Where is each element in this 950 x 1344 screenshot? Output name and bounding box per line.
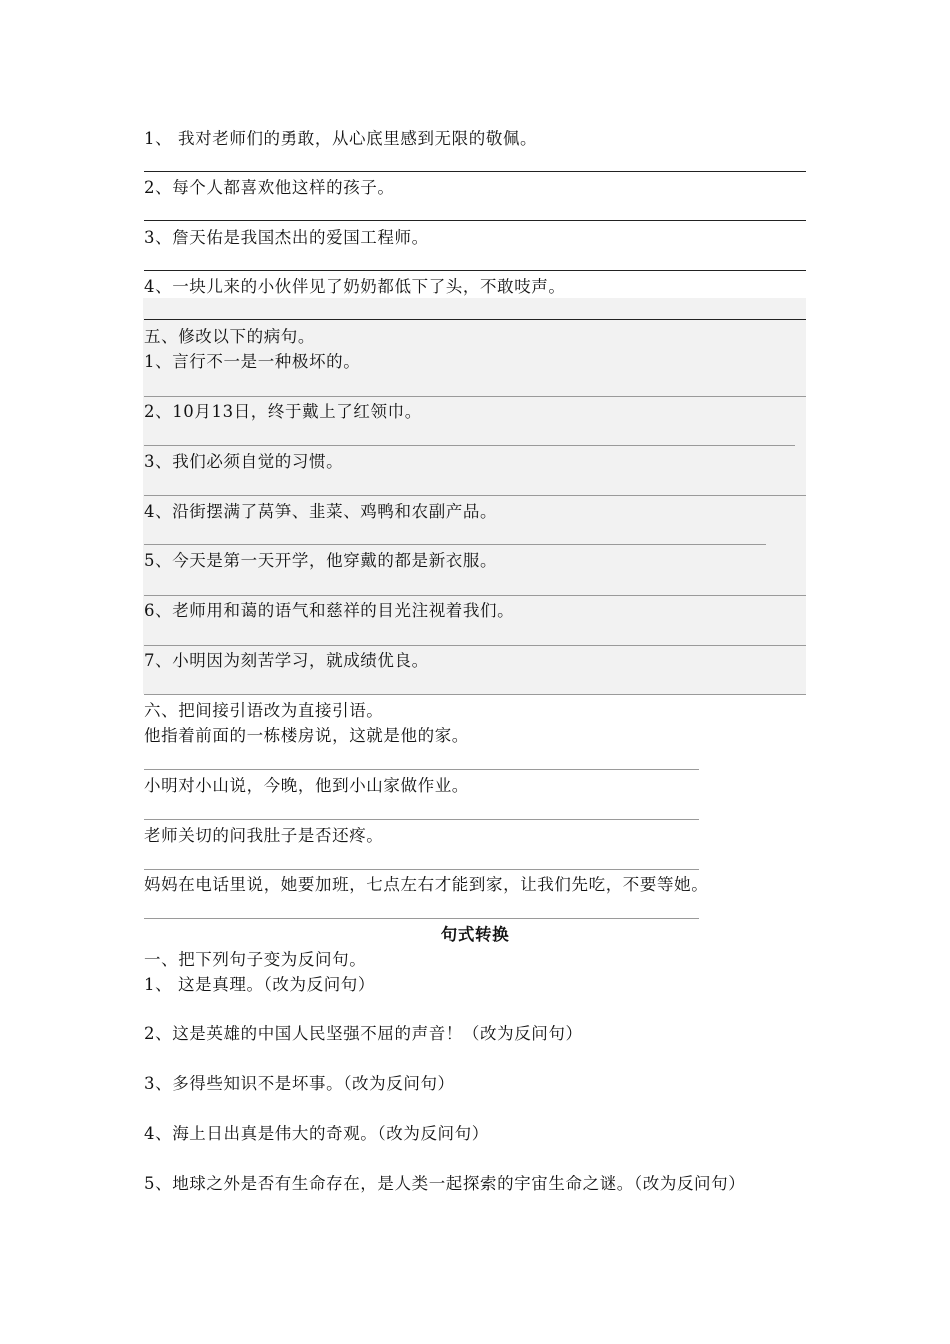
answer-line [144,319,806,320]
p5-item-1: 1、言行不一是一种极坏的。 [144,352,361,371]
p5-item-4: 4、沿街摆满了莴笋、韭菜、鸡鸭和农副产品。 [144,502,498,521]
p5-item-6: 6、老师用和蔼的语气和慈祥的目光注视着我们。 [144,601,515,620]
p4-item-4: 4、一块儿来的小伙伴见了奶奶都低下了头，不敢吱声。 [144,277,566,296]
p5-item-7: 7、小明因为刻苦学习，就成绩优良。 [144,651,429,670]
p5-item-2: 2、10月13日，终于戴上了红领巾。 [144,402,422,421]
conv-item-1: 1、 这是真理。（改为反问句） [144,975,375,994]
p6-item-3: 老师关切的问我肚子是否还疼。 [144,826,384,845]
answer-line [144,869,699,870]
p5-item-3: 3、我们必须自觉的习惯。 [144,452,344,471]
answer-line [144,694,806,695]
conv-item-3: 3、多得些知识不是坏事。（改为反问句） [144,1074,455,1093]
p6-heading: 六、把间接引语改为直接引语。 [144,701,384,720]
answer-line [144,595,806,596]
conv-item-2: 2、这是英雄的中国人民坚强不屈的声音！（改为反问句） [144,1024,583,1043]
answer-line [144,270,806,271]
conv-item-5: 5、地球之外是否有生命存在，是人类一起探索的宇宙生命之谜。（改为反问句） [144,1174,746,1193]
p6-item-4: 妈妈在电话里说，她要加班，七点左右才能到家，让我们先吃，不要等她。 [144,875,709,894]
p4-item-3: 3、詹天佑是我国杰出的爱国工程师。 [144,228,429,247]
answer-line [144,445,795,446]
p6-item-2: 小明对小山说，今晚，他到小山家做作业。 [144,776,469,795]
answer-line [144,769,699,770]
p5-heading: 五、修改以下的病句。 [144,327,315,346]
answer-line [144,918,699,919]
answer-line [144,544,766,545]
p6-item-1: 他指着前面的一栋楼房说，这就是他的家。 [144,726,469,745]
answer-line [144,396,806,397]
answer-line [144,220,806,221]
p5-item-5: 5、今天是第一天开学，他穿戴的都是新衣服。 [144,551,498,570]
p4-item-2: 2、每个人都喜欢他这样的孩子。 [144,178,395,197]
answer-line [144,819,699,820]
answer-line [144,171,806,172]
conv-item-4: 4、海上日出真是伟大的奇观。（改为反问句） [144,1124,489,1143]
answer-line [144,645,806,646]
answer-line [144,495,806,496]
p4-item-1: 1、 我对老师们的勇敢，从心底里感到无限的敬佩。 [144,129,538,148]
conv-heading: 一、把下列句子变为反问句。 [144,950,367,969]
section-title: 句式转换 [440,925,510,944]
